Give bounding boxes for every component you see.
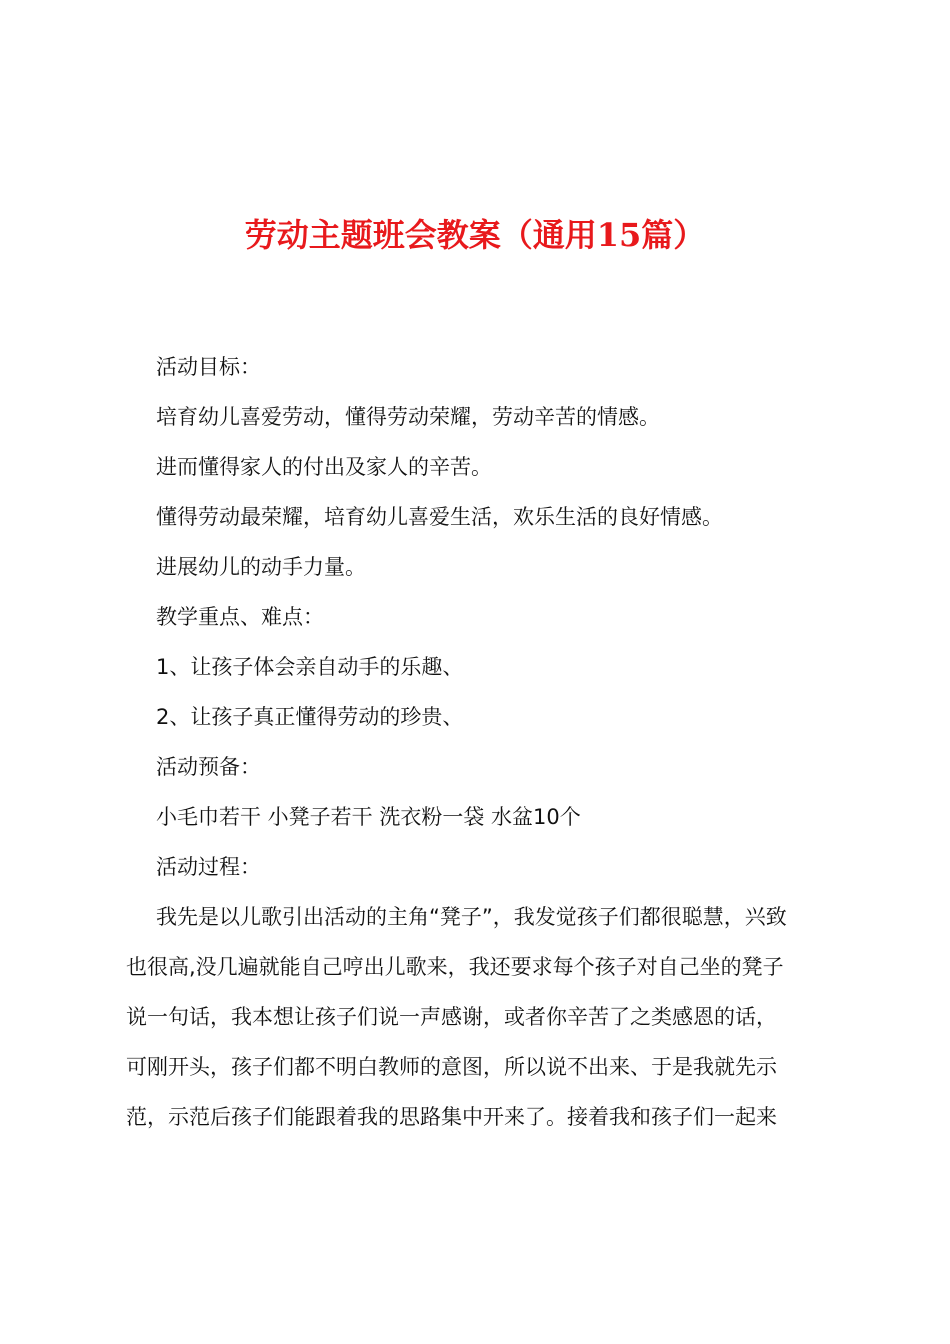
heading-activity-goals: 活动目标： <box>156 355 261 379</box>
document-body <box>126 342 838 1142</box>
list-item: 1、让孩子体会亲自动手的乐趣、 <box>156 655 464 679</box>
text-line: 小毛巾若干 小凳子若干 洗衣粉一袋 水盆10个 <box>156 805 581 829</box>
paragraph-line: 也很高,没几遍就能自己哼出儿歌来，我还要求每个孩子对自己坐的凳子 <box>126 955 784 979</box>
text-line: 培育幼儿喜爱劳动，懂得劳动荣耀，劳动辛苦的情感。 <box>156 405 660 429</box>
heading-activity-process: 活动过程： <box>156 855 261 879</box>
paragraph-line: 我先是以儿歌引出活动的主角“凳子”，我发觉孩子们都很聪慧，兴致 <box>156 905 787 929</box>
list-item: 2、让孩子真正懂得劳动的珍贵、 <box>156 705 464 729</box>
paragraph-line: 说一句话，我本想让孩子们说一声感谢，或者你辛苦了之类感恩的话， <box>126 1005 777 1029</box>
paragraph-line: 范，示范后孩子们能跟着我的思路集中开来了。接着我和孩子们一起来 <box>126 1105 777 1129</box>
text-line: 进而懂得家人的付出及家人的辛苦。 <box>156 455 492 479</box>
document-title: 劳动主题班会教案（通用15篇） <box>244 216 706 254</box>
text-line: 懂得劳动最荣耀，培育幼儿喜爱生活，欢乐生活的良好情感。 <box>156 505 723 529</box>
paragraph-line: 可刚开头，孩子们都不明白教师的意图，所以说不出来、于是我就先示 <box>126 1055 777 1079</box>
heading-key-points: 教学重点、难点： <box>156 605 324 629</box>
heading-preparation: 活动预备： <box>156 755 261 779</box>
text-line: 进展幼儿的动手力量。 <box>156 555 366 579</box>
body-paragraph <box>126 892 838 1142</box>
